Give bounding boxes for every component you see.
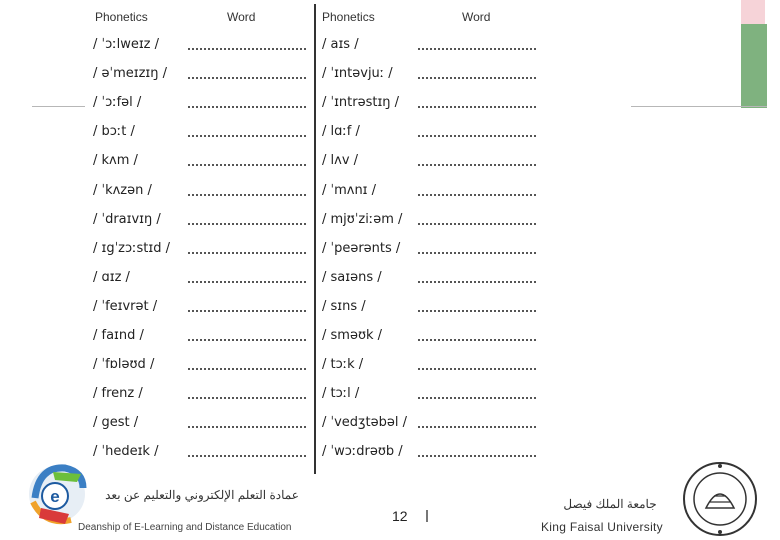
word-answer-blank[interactable] xyxy=(418,273,536,283)
phonetic-transcription: / kʌm / xyxy=(93,153,138,169)
phonetic-transcription: / sməʊk / xyxy=(322,328,383,343)
phonetic-transcription: / ˈɪntrəstɪŋ / xyxy=(322,95,400,111)
word-answer-blank[interactable] xyxy=(418,418,536,428)
worksheet-row xyxy=(89,415,317,444)
worksheet-row xyxy=(89,444,317,473)
worksheet-row xyxy=(318,212,546,241)
phonetic-transcription: / bɔːt / xyxy=(93,124,135,140)
phonetic-transcription: / tɔːl / xyxy=(322,386,360,402)
worksheet-row xyxy=(89,270,317,299)
phonetic-transcription: / lɑːf / xyxy=(322,124,360,140)
worksheet-row xyxy=(318,299,546,328)
word-answer-blank[interactable] xyxy=(418,244,536,254)
worksheet-row xyxy=(89,299,317,328)
phonetic-transcription: / ˈwɔːdrəʊb / xyxy=(322,444,403,460)
word-answer-blank[interactable] xyxy=(188,215,306,225)
deanship-arabic-name: عمادة التعلم الإلكتروني والتعليم عن بعد xyxy=(105,488,299,502)
phonetic-transcription: / ɑɪz / xyxy=(93,269,130,285)
phonetic-transcription: / ˈfɒləʊd / xyxy=(93,357,155,373)
phonetic-transcription: / gest / xyxy=(93,415,139,431)
university-seal-icon xyxy=(680,458,760,540)
deanship-english-name: Deanship of E-Learning and Distance Education xyxy=(78,522,292,533)
decorative-pink-block xyxy=(741,0,765,24)
worksheet-row xyxy=(318,37,546,66)
worksheet-row xyxy=(89,357,317,386)
header-phonetics-right: Phonetics xyxy=(322,10,375,24)
word-answer-blank[interactable] xyxy=(188,447,306,457)
worksheet-row xyxy=(318,444,546,473)
phonetic-transcription: / ˈmʌnɪ / xyxy=(322,182,377,198)
word-answer-blank[interactable] xyxy=(188,69,306,79)
worksheet-row xyxy=(318,415,546,444)
worksheet-row xyxy=(318,153,546,182)
worksheet-row xyxy=(318,270,546,299)
worksheet-row xyxy=(89,241,317,270)
worksheet-row xyxy=(89,124,317,153)
worksheet-row xyxy=(89,153,317,182)
word-answer-blank[interactable] xyxy=(418,302,536,312)
header-phonetics-left: Phonetics xyxy=(95,10,148,24)
worksheet-row xyxy=(318,328,546,357)
phonetic-transcription: / ˈkʌzən / xyxy=(93,182,152,198)
phonetic-transcription: / ˈɔːfəl / xyxy=(93,95,142,111)
worksheet-row xyxy=(89,183,317,212)
phonetic-transcription: / lʌv / xyxy=(322,153,359,169)
word-answer-blank[interactable] xyxy=(418,127,536,137)
word-answer-blank[interactable] xyxy=(418,447,536,457)
word-answer-blank[interactable] xyxy=(188,244,306,254)
worksheet-row xyxy=(318,183,546,212)
phonetic-transcription: / mjʊˈziːəm / xyxy=(322,211,403,227)
svg-text:e: e xyxy=(50,487,60,506)
phonetic-transcription: / ˈɔːlweɪz / xyxy=(93,37,160,52)
word-answer-blank[interactable] xyxy=(188,389,306,399)
word-answer-blank[interactable] xyxy=(418,40,536,50)
worksheet-row xyxy=(89,37,317,66)
header-word-right: Word xyxy=(462,10,491,24)
word-answer-blank[interactable] xyxy=(188,156,306,166)
phonetic-transcription: / frenz / xyxy=(93,386,143,402)
worksheet-row xyxy=(318,241,546,270)
worksheet-row xyxy=(89,386,317,415)
decorative-green-block xyxy=(741,24,767,108)
word-answer-blank[interactable] xyxy=(418,69,536,79)
word-answer-blank[interactable] xyxy=(188,98,306,108)
phonetic-transcription: / ˈvedʒtəbəl / xyxy=(322,415,408,431)
phonetic-transcription: / əˈmeɪzɪŋ / xyxy=(93,66,167,82)
phonetic-transcription: / ˈpeərənts / xyxy=(322,240,401,256)
word-answer-blank[interactable] xyxy=(188,127,306,137)
word-answer-blank[interactable] xyxy=(188,273,306,283)
phonetic-transcription: / ˈɪntəvjuː / xyxy=(322,66,393,82)
phonetics-worksheet xyxy=(85,0,631,480)
word-answer-blank[interactable] xyxy=(188,40,306,50)
word-answer-blank[interactable] xyxy=(188,360,306,370)
worksheet-row xyxy=(318,124,546,153)
phonetic-transcription: / tɔːk / xyxy=(322,357,364,373)
university-arabic-name: جامعة الملك فيصل xyxy=(563,497,657,511)
worksheet-row xyxy=(89,66,317,95)
phonetic-transcription: / ˈhedeɪk / xyxy=(93,444,159,460)
worksheet-row xyxy=(318,357,546,386)
phonetic-transcription: / aɪs / xyxy=(322,37,359,52)
word-answer-blank[interactable] xyxy=(188,186,306,196)
word-answer-blank[interactable] xyxy=(418,331,536,341)
word-answer-blank[interactable] xyxy=(188,331,306,341)
word-answer-blank[interactable] xyxy=(418,98,536,108)
phonetic-transcription: / ɪgˈzɔːstɪd / xyxy=(93,240,170,256)
university-english-name: King Faisal University xyxy=(541,520,663,534)
deanship-logo-icon xyxy=(25,458,89,532)
page-number: 12 xyxy=(392,508,408,524)
worksheet-row xyxy=(89,95,317,124)
worksheet-row xyxy=(89,212,317,241)
phonetic-transcription: / saɪəns / xyxy=(322,269,382,285)
word-answer-blank[interactable] xyxy=(418,186,536,196)
page-number-separator xyxy=(426,510,428,522)
header-word-left: Word xyxy=(227,10,256,24)
word-answer-blank[interactable] xyxy=(188,302,306,312)
worksheet-row xyxy=(89,328,317,357)
phonetic-transcription: / ˈfeɪvrət / xyxy=(93,298,158,314)
column-divider xyxy=(314,4,316,474)
word-answer-blank[interactable] xyxy=(418,389,536,399)
worksheet-row xyxy=(318,66,546,95)
word-answer-blank[interactable] xyxy=(418,156,536,166)
worksheet-row xyxy=(318,386,546,415)
word-answer-blank[interactable] xyxy=(418,360,536,370)
phonetic-transcription: / faɪnd / xyxy=(93,328,144,343)
worksheet-row xyxy=(318,95,546,124)
phonetic-transcription: / ˈdraɪvɪŋ / xyxy=(93,211,161,227)
word-answer-blank[interactable] xyxy=(188,418,306,428)
phonetic-transcription: / sɪns / xyxy=(322,298,366,314)
word-answer-blank[interactable] xyxy=(418,215,536,225)
